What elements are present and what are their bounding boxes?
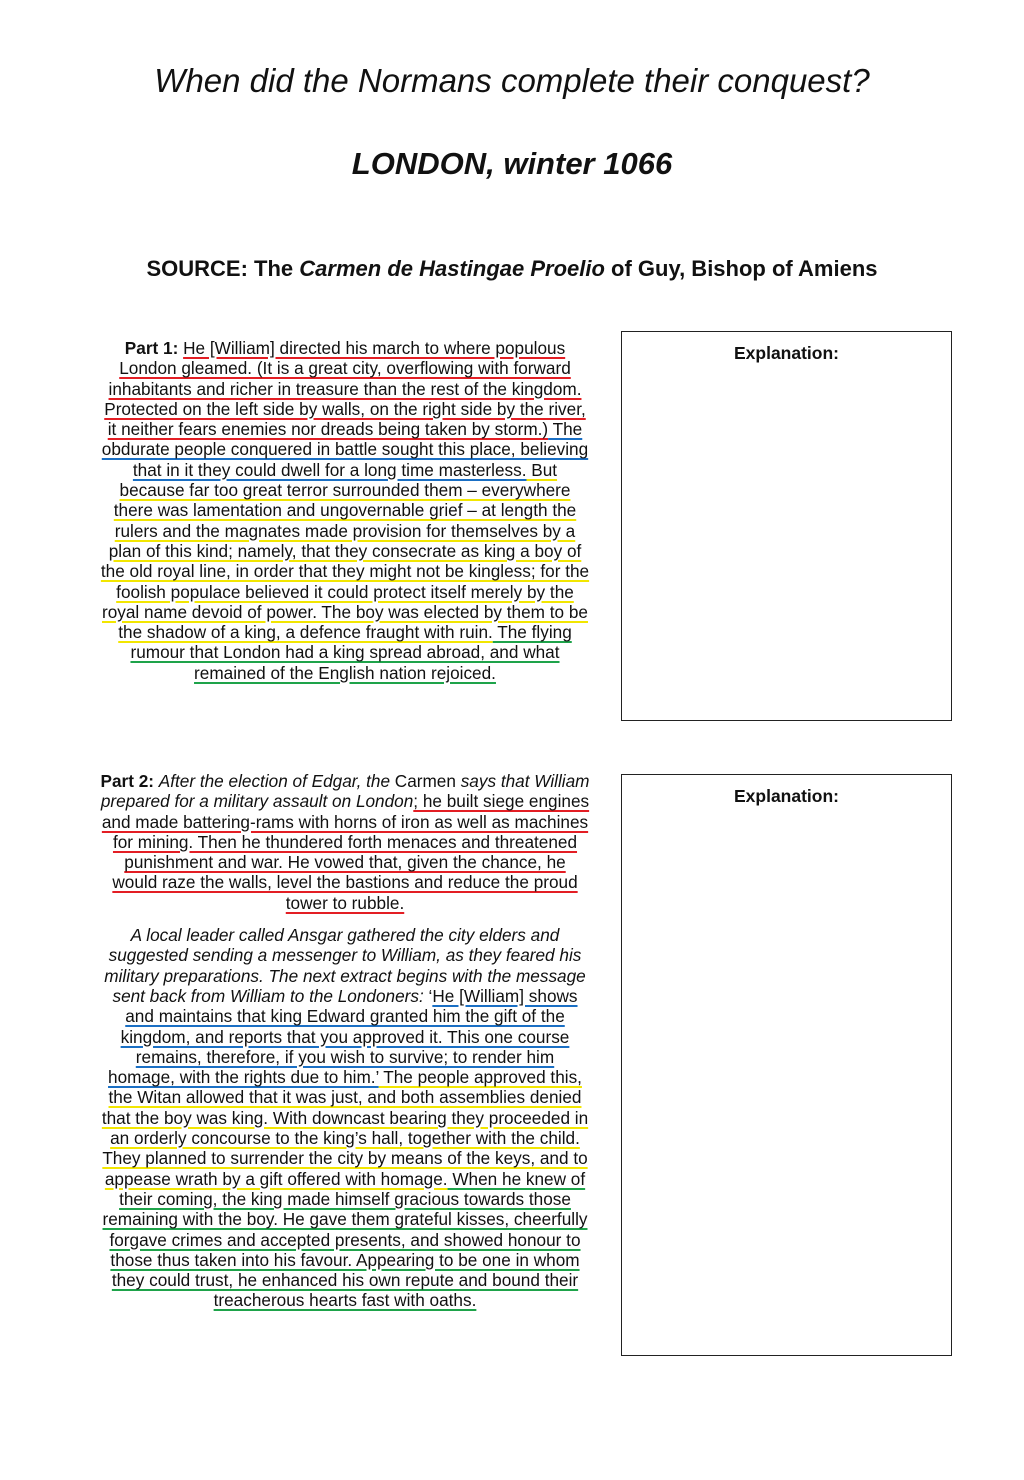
source-prefix: SOURCE: The xyxy=(146,256,300,281)
part-2-paragraph-1 xyxy=(100,771,590,913)
part-2-blue-passage: He [William] shows and maintains that king Edward granted him the gift of the kingdom, and reports that you approved it. This one course remains, therefore, if you wish to survive; to render him homage, with the rights due to him.’ xyxy=(108,985,578,1088)
part-2-intro-a: After the election of Edgar, the xyxy=(158,771,395,791)
part-1-label: Part 1: xyxy=(124,338,184,358)
part-2-red-passage: ; he built siege engines and made battering-rams with horns of iron as well as machines for mining. Then he thundered forth menaces and threatened punishment and war. He vowed that, given the chance, he would raze the walls, level the bastions and reduce the proud tower to rubble. xyxy=(101,791,590,913)
part-2-intro-carmen: Carmen xyxy=(394,771,456,791)
page-subtitle: LONDON, winter 1066 xyxy=(351,146,673,181)
explanation-label-2: Explanation: xyxy=(733,786,839,806)
page-title: When did the Normans complete their conquest? xyxy=(154,62,870,99)
part-1-text xyxy=(100,338,590,683)
part-2-green-passage: When he knew of their coming, the king made himself gracious towards those remaining with the boy. He gave them grateful kisses, cheerfully forgave crimes and accepted presents, and showed honour to those thus taken into his favour. Appearing to be one in whom they could trust, he enhanced his own repute and bound their treacherous hearts fast with oaths. xyxy=(102,1168,588,1311)
part-2-intro-b: says that William prepared for a military assault on London xyxy=(100,771,590,812)
source-work-title: Carmen de Hastingae Proelio xyxy=(299,256,605,281)
part-1-green-passage: The flying rumour that London had a king spread abroad, and what remained of the English nation rejoiced. xyxy=(130,622,572,683)
part-2-intro-2: A local leader called Ansgar gathered the city elders and suggested sending a messenger to William, as they feared his military preparations. The next extract begins with the message sent back from William to the Londoners: xyxy=(104,925,586,1006)
part-2-label: Part 2: xyxy=(100,771,159,791)
part-1-yellow-passage: But because far too great terror surrounded them – everywhere there was lamentation and ungovernable grief – at length the rulers and the magnates made provision for themselves by a plan of this kind; namely, that they consecrate as king a boy of the old royal line, in order that they might not be kingless; for the foolish populace believed it could protect itself merely by the royal name devoid of power. The boy was elected by them to be the shadow of a king, a defence fraught with ruin. xyxy=(100,459,590,643)
part-1-blue-passage: The obdurate people conquered in battle sought this place, believing that in it they could dwell for a long time masterless. xyxy=(101,419,589,480)
part-2-yellow-passage: The people approved this, the Witan allowed that it was just, and both assemblies denied that the boy was king. With downcast bearing they proceeded in an orderly concourse to the king’s hall, together with the child. They planned to surrender the city by means of the keys, and to appease wrath by a gift offered with homage. xyxy=(101,1067,589,1189)
explanation-label-1: Explanation: xyxy=(733,343,839,363)
part-2-quote-open: ‘ xyxy=(423,985,433,1006)
source-suffix: of Guy, Bishop of Amiens xyxy=(604,256,878,281)
source-heading xyxy=(0,256,1024,282)
explanation-box-2[interactable] xyxy=(621,774,952,1356)
part-2-text xyxy=(100,771,590,1311)
part-1-paragraph xyxy=(100,338,590,683)
part-1-red-passage: He [William] directed his march to where populous London gleamed. (It is a great city, overflowing with forward inhabitants and richer in treasure than the rest of the kingdom. Protected on the left side by walls, on the right side by the river, it neither fears enemies nor dreads being taken by storm.) xyxy=(104,338,586,440)
explanation-box-1[interactable] xyxy=(621,331,952,721)
part-2-paragraph-2 xyxy=(100,925,590,1311)
